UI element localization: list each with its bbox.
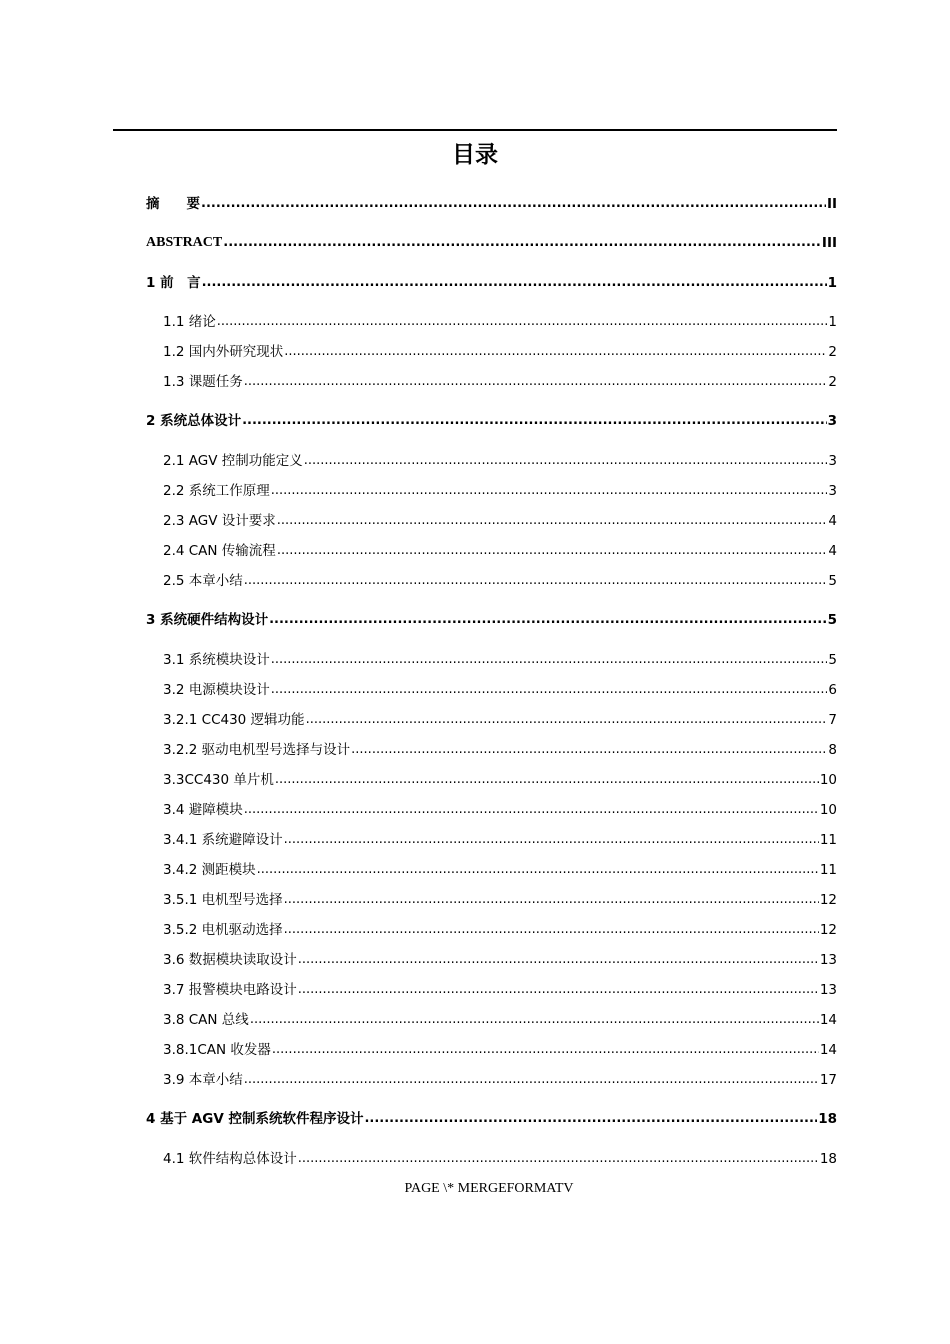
toc-entry[interactable]	[146, 372, 837, 392]
toc-entry-page-number: 11	[819, 832, 837, 848]
toc-entry[interactable]	[146, 233, 837, 253]
toc-entry-label: 1 前 言	[146, 275, 201, 291]
toc-entry-page-number: 17	[819, 1072, 837, 1088]
toc-dot-leader	[201, 194, 826, 214]
toc-entry-label: 3.9 本章小结	[163, 1072, 243, 1088]
toc-dot-leader	[250, 1010, 819, 1030]
toc-entry-page-number: III	[821, 235, 837, 251]
toc-entry-page-number: 5	[828, 573, 837, 589]
toc-entry-label: 3.2.1 CC430 逻辑功能	[163, 712, 305, 728]
toc-entry[interactable]	[146, 342, 837, 362]
toc-entry[interactable]	[146, 1149, 837, 1169]
toc-entry-page-number: 7	[828, 712, 837, 728]
toc-dot-leader	[244, 372, 828, 392]
toc-entry-label: 3.8.1CAN 收发器	[163, 1042, 271, 1058]
toc-entry[interactable]	[146, 312, 837, 332]
toc-dot-leader	[364, 1109, 817, 1129]
toc-entry-label: 1.1 绪论	[163, 314, 216, 330]
toc-entry-label: 2.2 系统工作原理	[163, 483, 270, 499]
toc-entry-page-number: 2	[828, 344, 837, 360]
toc-entry-label: 2.5 本章小结	[163, 573, 243, 589]
toc-entry-page-number: 4	[828, 513, 837, 529]
toc-dot-leader	[277, 511, 828, 531]
toc-entry[interactable]	[146, 1040, 837, 1060]
toc-entry-page-number: 2	[828, 374, 837, 390]
toc-entry[interactable]	[146, 194, 837, 214]
toc-dot-leader	[271, 680, 828, 700]
toc-entry-page-number: 1	[827, 275, 837, 291]
toc-entry-page-number: 13	[819, 952, 837, 968]
toc-entry-page-number: 3	[828, 453, 837, 469]
toc-dot-leader	[351, 740, 827, 760]
toc-entry-label: 摘 要	[146, 196, 200, 212]
toc-entry[interactable]	[146, 680, 837, 700]
toc-entry-label: 2.4 CAN 传输流程	[163, 543, 276, 559]
toc-entry-label: 3.6 数据模块读取设计	[163, 952, 297, 968]
toc-entry-page-number: 3	[827, 413, 837, 429]
toc-entry[interactable]	[146, 830, 837, 850]
toc-dot-leader	[298, 950, 819, 970]
toc-dot-leader	[275, 770, 819, 790]
toc-entry[interactable]	[146, 860, 837, 880]
toc-entry[interactable]	[146, 273, 837, 293]
toc-entry-label: 2.1 AGV 控制功能定义	[163, 453, 303, 469]
toc-entry-label: 4.1 软件结构总体设计	[163, 1151, 297, 1167]
toc-entry-page-number: 11	[819, 862, 837, 878]
toc-entry-label: 3.1 系统模块设计	[163, 652, 270, 668]
toc-dot-leader	[284, 342, 827, 362]
toc-entry[interactable]	[146, 740, 837, 760]
toc-entry[interactable]	[146, 411, 837, 431]
toc-entry[interactable]	[146, 1109, 837, 1129]
toc-entry[interactable]	[146, 770, 837, 790]
toc-dot-leader	[244, 800, 819, 820]
toc-dot-leader	[298, 980, 819, 1000]
toc-entry[interactable]	[146, 710, 837, 730]
toc-entry[interactable]	[146, 950, 837, 970]
toc-entry[interactable]	[146, 451, 837, 471]
toc-entry-label: 3.5.1 电机型号选择	[163, 892, 283, 908]
toc-dot-leader	[223, 233, 821, 253]
toc-entry[interactable]	[146, 800, 837, 820]
toc-entry[interactable]	[146, 1070, 837, 1090]
toc-entry-page-number: 18	[819, 1151, 837, 1167]
toc-entry-page-number: 18	[818, 1111, 837, 1127]
toc-dot-leader	[298, 1149, 819, 1169]
toc-entry-label: ABSTRACT	[146, 235, 223, 250]
toc-entry-page-number: 12	[819, 922, 837, 938]
toc-entry-label: 3.4.1 系统避障设计	[163, 832, 283, 848]
toc-entry[interactable]	[146, 610, 837, 630]
toc-entry-label: 3 系统硬件结构设计	[146, 612, 269, 628]
toc-entry-label: 1.3 课题任务	[163, 374, 243, 390]
toc-entry-label: 3.5.2 电机驱动选择	[163, 922, 283, 938]
toc-entry-page-number: 10	[819, 802, 837, 818]
toc-dot-leader	[306, 710, 828, 730]
toc-entry-page-number: 10	[819, 772, 837, 788]
toc-dot-leader	[217, 312, 828, 332]
toc-entry[interactable]	[146, 571, 837, 591]
toc-dot-leader	[244, 1070, 819, 1090]
toc-entry[interactable]	[146, 980, 837, 1000]
toc-entry[interactable]	[146, 1010, 837, 1030]
toc-entry-page-number: 5	[828, 652, 837, 668]
toc-entry-label: 2.3 AGV 设计要求	[163, 513, 276, 529]
toc-dot-leader	[277, 541, 828, 561]
toc-entry-label: 3.3CC430 单片机	[163, 772, 274, 788]
toc-entry-page-number: 6	[828, 682, 837, 698]
toc-entry-page-number: 14	[819, 1012, 837, 1028]
toc-dot-leader	[304, 451, 828, 471]
toc-entry-label: 3.4 避障模块	[163, 802, 243, 818]
toc-entry-label: 1.2 国内外研究现状	[163, 344, 284, 360]
toc-entry[interactable]	[146, 650, 837, 670]
toc-entry[interactable]	[146, 481, 837, 501]
toc-entry-page-number: 14	[819, 1042, 837, 1058]
toc-dot-leader	[202, 273, 827, 293]
toc-entry-page-number: 4	[828, 543, 837, 559]
toc-entry-label: 3.7 报警模块电路设计	[163, 982, 297, 998]
toc-entry-label: 3.2.2 驱动电机型号选择与设计	[163, 742, 351, 758]
toc-entry-label: 2 系统总体设计	[146, 413, 242, 429]
toc-dot-leader	[284, 890, 819, 910]
toc-dot-leader	[269, 610, 827, 630]
toc-dot-leader	[272, 1040, 819, 1060]
page-footer: PAGE \* MERGEFORMATV	[404, 1181, 574, 1196]
toc-entry[interactable]	[146, 511, 837, 531]
toc-dot-leader	[271, 650, 828, 670]
toc-dot-leader	[244, 571, 828, 591]
toc-entry-page-number: II	[826, 196, 837, 212]
toc-dot-leader	[271, 481, 828, 501]
toc-entry-label: 3.4.2 测距模块	[163, 862, 256, 878]
toc-dot-leader	[284, 920, 819, 940]
toc-entry-page-number: 8	[828, 742, 837, 758]
page-title: 目录	[452, 142, 498, 168]
toc-entry-label: 3.8 CAN 总线	[163, 1012, 249, 1028]
toc-entry-page-number: 5	[827, 612, 837, 628]
toc-dot-leader	[257, 860, 819, 880]
toc-entry-page-number: 12	[819, 892, 837, 908]
toc-entry[interactable]	[146, 920, 837, 940]
toc-entry-page-number: 3	[828, 483, 837, 499]
toc-entry-label: 3.2 电源模块设计	[163, 682, 270, 698]
toc-entry-page-number: 13	[819, 982, 837, 998]
toc-entry-page-number: 1	[828, 314, 837, 330]
toc-dot-leader	[242, 411, 827, 431]
toc-entry[interactable]	[146, 890, 837, 910]
header-rule	[113, 129, 837, 131]
toc-entry[interactable]	[146, 541, 837, 561]
toc-dot-leader	[284, 830, 819, 850]
toc-entry-label: 4 基于 AGV 控制系统软件程序设计	[146, 1111, 364, 1127]
